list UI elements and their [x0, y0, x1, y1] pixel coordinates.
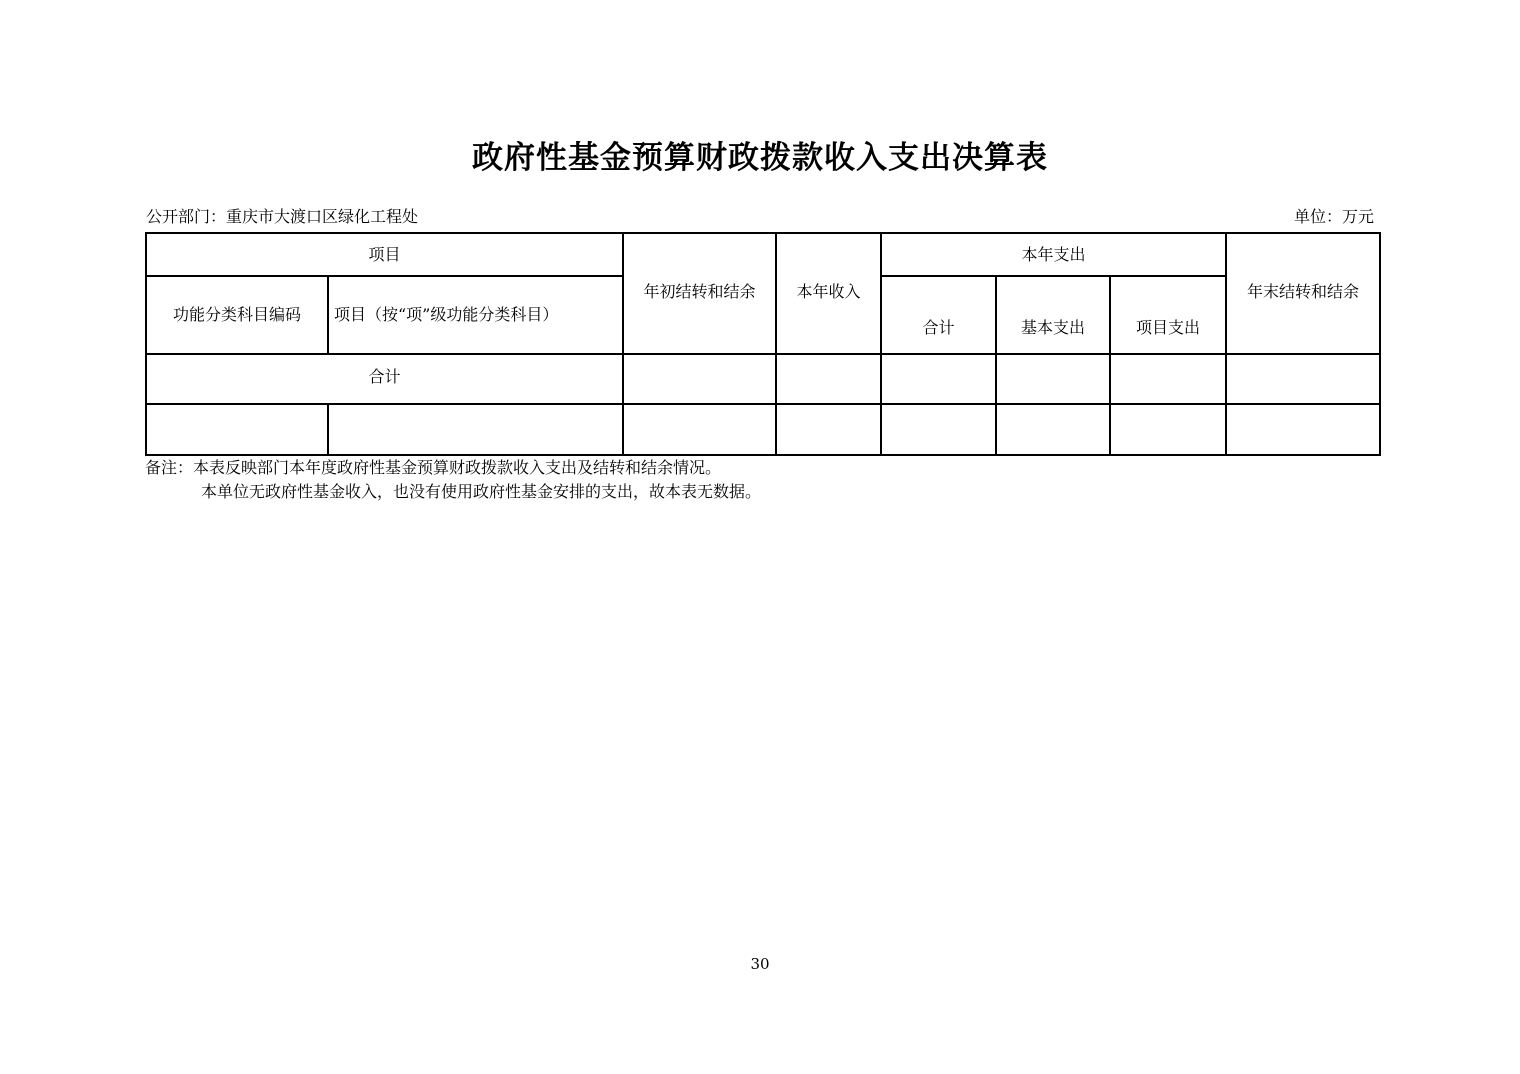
header-closing-balance: 年末结转和结余: [1226, 233, 1380, 354]
table-row-empty: [146, 404, 1380, 455]
header-annual-income: 本年收入: [776, 233, 881, 354]
table-cell: [146, 404, 328, 455]
page-title: 政府性基金预算财政拨款收入支出决算表: [472, 140, 1048, 176]
notes: [145, 456, 761, 504]
table-cell: [623, 404, 776, 455]
header-expense-total: 合计: [881, 276, 996, 354]
unit-label: 单位：万元: [1293, 207, 1374, 226]
table-cell: [1110, 354, 1226, 404]
note-line-1: 备注：本表反映部门本年度政府性基金预算财政拨款收入支出及结转和结余情况。: [145, 458, 722, 477]
table-cell: [776, 404, 881, 455]
table-cell: [881, 404, 996, 455]
table-cell: [623, 354, 776, 404]
department-label: 公开部门：重庆市大渡口区绿化工程处: [146, 207, 419, 226]
table-cell: [881, 354, 996, 404]
header-function-item: 项目（按“项”级功能分类科目）: [328, 276, 623, 354]
header-annual-expense: 本年支出: [881, 233, 1226, 276]
table-cell: [328, 404, 623, 455]
table-cell: [996, 354, 1110, 404]
page-number: 30: [750, 955, 770, 973]
table-cell: [1226, 354, 1380, 404]
table-cell: [1226, 404, 1380, 455]
header-project: 项目: [146, 233, 623, 276]
header-function-code: 功能分类科目编码: [146, 276, 328, 354]
row-total-label: 合计: [146, 354, 623, 404]
header-row-1: [146, 233, 1380, 276]
table-cell: [996, 404, 1110, 455]
table-row-total: [146, 354, 1380, 404]
table-cell: [776, 354, 881, 404]
table-cell: [1110, 404, 1226, 455]
header-basic-expense: 基本支出: [996, 276, 1110, 354]
budget-table: [145, 232, 1381, 456]
header-project-expense: 项目支出: [1110, 276, 1226, 354]
header-opening-balance: 年初结转和结余: [623, 233, 776, 354]
note-line-2: 本单位无政府性基金收入，也没有使用政府性基金安排的支出，故本表无数据。: [201, 482, 762, 501]
